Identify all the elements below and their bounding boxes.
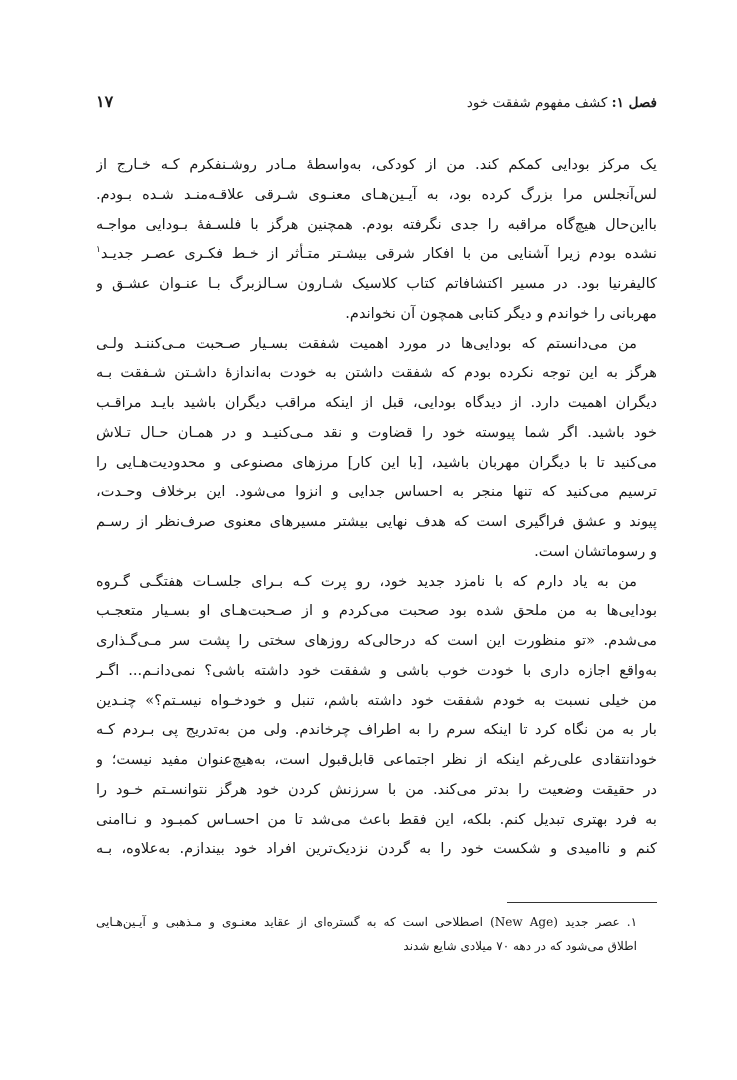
body-text <box>96 150 657 864</box>
body-line: بار به من نگاه کرد تا اینکه سرم را به اطراف چرخاندم. ولی من به‌تدریج پی بـردم کـه <box>96 721 657 739</box>
body-line: لس‌آنجلس مرا بزرگ کرده بود، به آیـین‌هـای معنـوی شـرقی علاقـه‌منـد شـده بـودم. <box>96 185 657 203</box>
body-line-with-footnote <box>96 239 657 269</box>
body-line: مهربانی را خواندم و دیگر کتابی همچون آن نخواندم. <box>345 304 657 322</box>
footnote-line: اطلاق می‌شود که در دهه ۷۰ میلادی شایع شدند <box>403 939 637 953</box>
chapter-label: فصل ۱: <box>611 95 657 111</box>
body-line-text: نشده بودم زیرا آشنایی من با افکار شرقی بیشـتر متـأثر از خـط فکـری عصـر جدیـد <box>100 245 657 263</box>
body-line: یک مرکز بودایی کمکم کند. من از کودکی، به‌واسطهٔ مـادر روشـنفکرم کـه خـارج از <box>96 156 657 173</box>
body-line: به‌واقع اجازه داری با خودت خوب باشی و شفقت خود داشته باشی؟ نمی‌دانـم... اگـر <box>96 661 657 679</box>
body-line: پیوند و عشق فراگیری است که هدف نهایی بیشتر مسیرهای معنوی صرف‌نظر از رسـم <box>96 513 657 530</box>
running-header <box>96 92 657 118</box>
body-line: من خیلی نسبت به خودم شفقت خود داشته باشم، تنبل و خودخـواه نیسـتم؟» چنـدین <box>96 691 657 709</box>
body-line: و رسوماتشان است. <box>534 542 657 560</box>
chapter-title: کشف مفهوم شفقت خود <box>466 95 608 111</box>
body-line: ترسیم می‌کنید که تنها منجر به احساس جدایی و انزوا می‌شود. این برخلاف وحـدت، <box>96 483 657 501</box>
body-line: در حقیقت وضعیت را بدتر می‌کند. من با سرزنش کردن خود هرگز نتوانسـتم خـود را <box>96 780 657 798</box>
paragraph-first-line: من به یاد دارم که با نامزد جدید خود، رو پرت کـه بـرای جلسـات هفتگـی گـروه <box>96 572 637 590</box>
footnote-line: ۱. عصر جدید (New Age) اصطلاحی است که به گستره‌ای از عقاید معنـوی و مـذهبی و آیـین‌هـایی <box>96 915 638 929</box>
body-line: خودانتقادی علی‌رغم اینکه از نظر اجتماعی قابل‌قبول است، به‌هیچ‌عنوان مفید نیست؛ و <box>96 751 657 768</box>
page-number: ۱۷ <box>96 92 114 111</box>
body-line: بااین‌حال هیچ‌گاه مراقبه را جدی نگرفته بودم. همچنین هرگز با فلسـفهٔ بـودایی مواجـه <box>96 215 657 233</box>
body-line: دیگران اهمیت دارد. از دیدگاه بودایی، قبل از اینکه مراقب دیگران باشید بایـد مراقـب <box>96 394 657 411</box>
body-line: کنم و ناامیدی و شکست خود را به گردن نزدیک‌ترین افراد خود بیندازم. به‌علاوه، بـه <box>96 840 657 858</box>
body-line: خود باشید. اگر شما پیوسته خود را قضاوت و نقد مـی‌کنیـد و در همـان حـال تـلاش <box>96 423 657 441</box>
body-line: می‌شدم. «تو منظورت این است که درحالی‌که روزهای سختی را پشت سر مـی‌گـذاری <box>96 632 657 649</box>
paragraph-first-line: من می‌دانستم که بودایی‌ها در مورد اهمیت شفقت بسـیار صـحبت مـی‌کننـد ولـی <box>96 334 637 352</box>
body-line: کالیفرنیا بود. در مسیر اکتشافاتم کتاب کلاسیک شـارون سـالزبرگ بـا عنـوان عشـق و <box>96 275 657 292</box>
book-page <box>96 90 657 990</box>
footnote <box>96 910 657 958</box>
footnote-divider <box>507 902 657 903</box>
body-line: هرگز به این توجه نکرده بودم که شفقت داشتن به خودت به‌اندازهٔ داشـتن شـفقت بـه <box>96 364 657 382</box>
body-line: بودایی‌ها به من ملحق شده بود صحبت می‌کردم و از صـحبت‌هـای او بسـیار متعجـب <box>96 602 657 620</box>
body-line: می‌کنید تا با دیگران مهربان باشید، [با این کار] مرزهای مصنوعی و محدودیت‌هـایی را <box>96 453 657 471</box>
body-line: به فرد بهتری تبدیل کنم. بلکه، این فقط باعث می‌شد تا من احسـاس کمبـود و نـاامنی <box>96 810 657 828</box>
footnote-marker: ۱ <box>96 245 101 256</box>
chapter-heading <box>467 95 657 111</box>
